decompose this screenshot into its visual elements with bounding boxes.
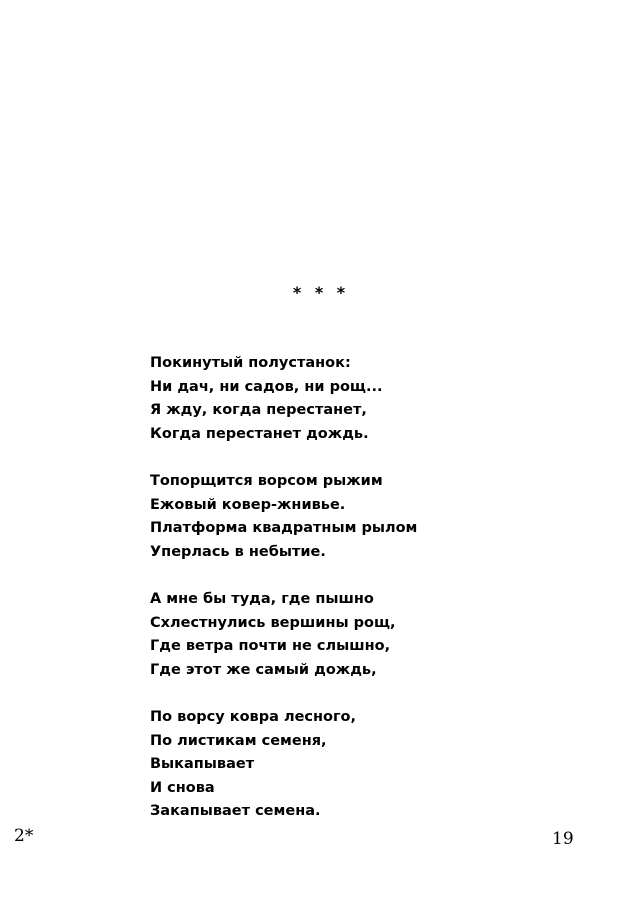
poem-line: И снова	[150, 779, 215, 796]
poem-line: Закапывает семена.	[150, 803, 321, 819]
poem-line: Где ветра почти не слышно,	[150, 638, 391, 654]
poem-line: По листикам семеня,	[150, 732, 327, 749]
poem-line: Когда перестанет дождь.	[150, 425, 369, 442]
poem-line: Платформа квадратным рылом	[150, 520, 418, 536]
poem-line: Схлестнулись вершины рощ,	[150, 614, 396, 631]
stanza-3	[150, 588, 590, 682]
poem-line: Топорщится ворсом рыжим	[150, 473, 383, 489]
poem-line: А мне бы туда, где пышно	[150, 591, 374, 607]
stanza-4	[150, 706, 590, 824]
poem-line: Я жду, когда перестанет,	[150, 402, 367, 418]
stanza-separator: * * *	[292, 283, 350, 302]
poem-line: Ни дач, ни садов, ни рощ...	[150, 378, 383, 395]
poem-line: Уперлась в небытие.	[150, 543, 326, 560]
poem-line: Выкапывает	[150, 756, 255, 772]
poem-line: Ежовый ковер-жнивье.	[150, 496, 346, 513]
poem	[150, 352, 590, 848]
poem-line: Где этот же самый дождь,	[150, 661, 377, 678]
stanza-1	[150, 352, 590, 446]
page-number: 19	[552, 829, 574, 849]
poem-line: Покинутый полустанок:	[150, 355, 351, 371]
printer-signature: 2*	[14, 826, 34, 846]
poem-line: По ворсу ковра лесного,	[150, 709, 357, 725]
stanza-2	[150, 470, 590, 564]
